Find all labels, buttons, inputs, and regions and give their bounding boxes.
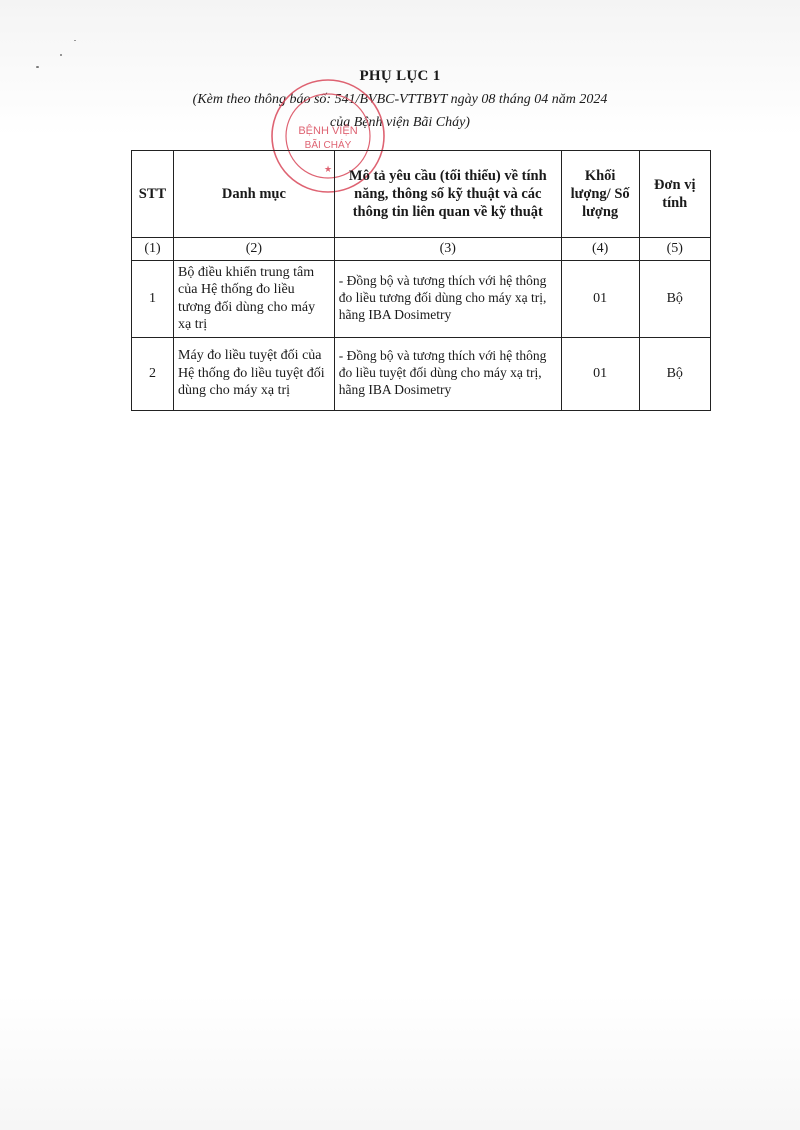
- row-item-name: Máy đo liều tuyệt đối của Hệ thống đo liều tuyệt đối dùng cho máy xạ trị: [174, 337, 335, 410]
- column-number: (5): [639, 238, 710, 261]
- column-number: (4): [561, 238, 639, 261]
- svg-text:★: ★: [323, 164, 333, 174]
- table-row: [132, 260, 711, 337]
- header-unit: Đơn vị tính: [639, 151, 710, 238]
- row-quantity: 01: [561, 260, 639, 337]
- column-number-row: [132, 238, 711, 261]
- row-quantity: 01: [561, 337, 639, 410]
- column-number: (2): [174, 238, 335, 261]
- specification-table: [131, 150, 711, 411]
- svg-text:BỆNH VIỆN: BỆNH VIỆN: [298, 125, 358, 137]
- row-unit: Bộ: [639, 260, 710, 337]
- row-description: - Đồng bộ và tương thích với hệ thông đo liều tương đối dùng cho máy xạ trị, hãng IBA Dosimetry: [334, 260, 561, 337]
- column-number: (3): [334, 238, 561, 261]
- column-number: (1): [132, 238, 174, 261]
- header-item-name: Danh mục: [174, 151, 335, 238]
- subtitle-issuer: của Bệnh viện Bãi Cháy): [330, 115, 470, 130]
- table-header-row: [132, 151, 711, 238]
- header-quantity: Khối lượng/ Số lượng: [561, 151, 639, 238]
- scan-speck: [60, 54, 62, 56]
- svg-text:BÃI CHÁY: BÃI CHÁY: [304, 140, 352, 151]
- scan-speck: [74, 40, 76, 41]
- header-stt: STT: [132, 151, 174, 238]
- header-description: Mô tả yêu cầu (tối thiểu) về tính năng, thông số kỹ thuật và các thông tin liên quan về kỹ thuật: [334, 151, 561, 238]
- page-title: PHỤ LỤC 1: [359, 68, 441, 84]
- row-stt: 2: [132, 337, 174, 410]
- row-item-name: Bộ điều khiển trung tâm của Hệ thống đo liều tương đối dùng cho máy xạ trị: [174, 260, 335, 337]
- row-description: - Đồng bộ và tương thích với hệ thông đo liều tuyệt đối dùng cho máy xạ trị, hãng IBA Dosimetry: [334, 337, 561, 410]
- subtitle-reference: (Kèm theo thông báo số: 541/BVBC-VTTBYT ngày 08 tháng 04 năm 2024: [192, 92, 608, 107]
- table-row: [132, 337, 711, 410]
- row-unit: Bộ: [639, 337, 710, 410]
- row-stt: 1: [132, 260, 174, 337]
